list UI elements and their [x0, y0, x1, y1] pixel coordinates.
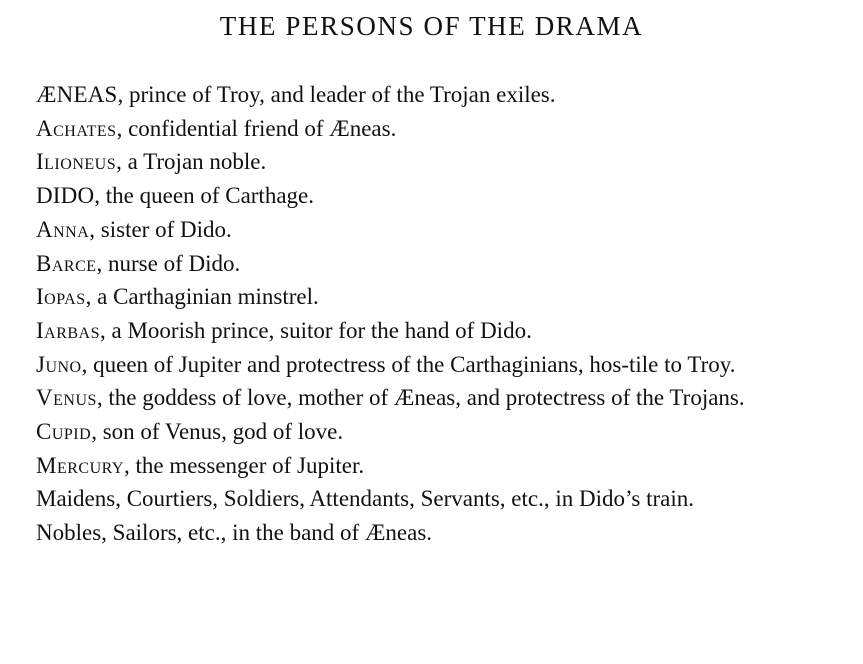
- character-description: , prince of Troy, and leader of the Trojan exiles.: [117, 82, 556, 107]
- character-description: , the goddess of love, mother of Æneas, and protectress of the Trojans.: [96, 385, 745, 411]
- character-name: Iopas: [36, 284, 86, 310]
- cast-entry-achates: [36, 112, 828, 146]
- character-description: Nobles, Sailors, etc., in the band of Æneas.: [36, 520, 433, 546]
- character-name: Ilioneus: [36, 149, 117, 175]
- cast-entry-barce: [36, 247, 828, 281]
- character-description: Maidens, Courtiers, Soldiers, Attendants, Servants, etc., in Dido’s train.: [36, 486, 694, 512]
- character-name: Cupid: [36, 419, 92, 445]
- character-description: , confidential friend of Æneas.: [116, 115, 397, 141]
- cast-list: [36, 78, 828, 550]
- cast-entry-venus: [36, 381, 828, 415]
- cast-entry-cupid: [36, 415, 828, 449]
- character-description: , a Trojan noble.: [116, 149, 267, 175]
- cast-entry-iarbas: [36, 314, 828, 348]
- cast-entry-nobles: [36, 516, 828, 550]
- character-name: Mercury: [36, 452, 124, 478]
- character-name: Anna: [36, 216, 90, 242]
- character-description: , a Carthaginian minstrel.: [85, 284, 319, 310]
- cast-entry-maidens: [36, 482, 828, 516]
- cast-entry-anna: [36, 213, 828, 247]
- character-name: Venus: [36, 385, 97, 411]
- character-name: DIDO: [36, 183, 95, 209]
- cast-entry-aeneas: [36, 78, 828, 112]
- character-name: Achates: [36, 115, 117, 141]
- cast-entry-juno: [36, 348, 828, 382]
- cast-entry-ilioneus: [36, 145, 828, 179]
- character-description: , sister of Dido.: [89, 216, 232, 242]
- character-description: , a Moorish prince, suitor for the hand of Dido.: [100, 317, 532, 343]
- character-description: , queen of Jupiter and protectress of the Carthaginians, hos-tile to Troy.: [81, 351, 736, 377]
- character-description: , son of Venus, god of love.: [91, 419, 344, 445]
- character-description: , nurse of Dido.: [96, 250, 241, 276]
- cast-entry-dido: [36, 179, 828, 213]
- character-name: ÆNEAS: [36, 82, 118, 107]
- page-title: THE PERSONS OF THE DRAMA: [219, 11, 644, 41]
- character-description: , the queen of Carthage.: [94, 183, 314, 209]
- cast-entry-mercury: [36, 449, 828, 483]
- character-name: Iarbas: [36, 317, 101, 343]
- character-name: Barce: [36, 250, 97, 276]
- character-description: , the messenger of Jupiter.: [123, 452, 365, 478]
- character-name: Juno: [36, 351, 82, 377]
- cast-entry-iopas: [36, 280, 828, 314]
